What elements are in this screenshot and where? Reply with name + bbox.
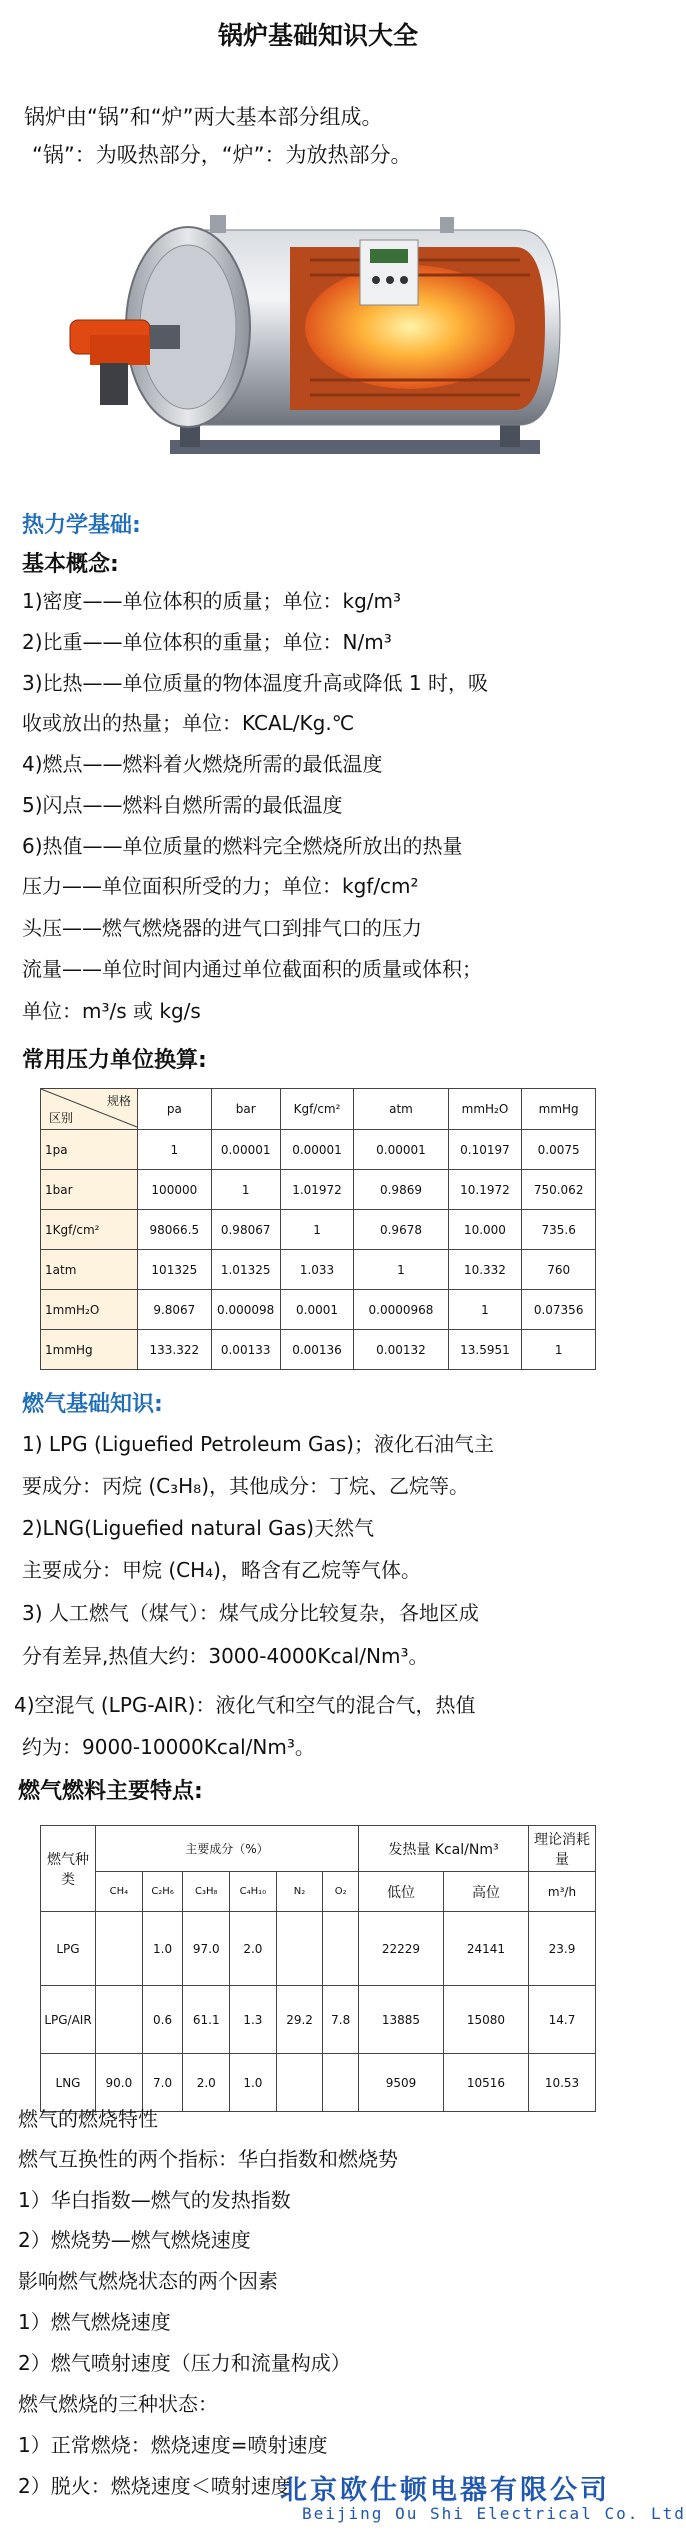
table-cell: 0.9678 — [354, 1210, 448, 1250]
thermo-line: 流量——单位时间内通过单位截面积的质量或体积； — [22, 957, 482, 981]
table-cell: 0.000098 — [211, 1290, 280, 1330]
table-row — [41, 1250, 596, 1290]
table-cell: 9509 — [358, 2054, 443, 2112]
table-cell: 1.01325 — [211, 1250, 280, 1290]
thermo-heading: 热力学基础: — [22, 513, 141, 538]
fuel-sub-header: O₂ — [323, 1872, 359, 1912]
pressure-corner — [41, 1089, 138, 1130]
gas-line: 3) 人工燃气（煤气）：煤气成分比较复杂，各地区成 — [22, 1601, 479, 1625]
fuel-sub-header: N₂ — [276, 1872, 323, 1912]
table-cell: 101325 — [138, 1250, 212, 1290]
pressure-header: bar — [211, 1089, 280, 1130]
thermo-subheading: 基本概念: — [22, 552, 119, 577]
pressure-corner-top: 规格 — [106, 1094, 131, 1108]
table-cell: 0.0000968 — [354, 1290, 448, 1330]
table-cell: 10.1972 — [448, 1170, 522, 1210]
intro-line-1: 锅炉由“锅”和“炉”两大基本部分组成。 — [24, 105, 383, 129]
thermo-line: 收或放出的热量；单位：KCAL/Kg.℃ — [22, 711, 355, 735]
thermo-line: 5)闪点——燃料自燃所需的最低温度 — [22, 793, 343, 817]
row-label: 1mmH₂O — [41, 1290, 138, 1330]
gas-line: 4)空混气 (LPG-AIR)：液化气和空气的混合气，热值 — [14, 1693, 476, 1717]
intro-line-2: “锅”：为吸热部分，“炉”：为放热部分。 — [32, 143, 412, 167]
row-label: 1mmHg — [41, 1330, 138, 1370]
table-row — [41, 1986, 596, 2054]
table-cell: 1.0 — [230, 2054, 277, 2112]
fuel-heading: 燃气燃料主要特点: — [18, 1779, 203, 1804]
table-cell: 1 — [211, 1170, 280, 1210]
table-cell: 97.0 — [183, 1912, 230, 1986]
table-cell: 1 — [354, 1250, 448, 1290]
table-cell: 7.8 — [323, 1986, 359, 2054]
table-cell — [323, 2054, 359, 2112]
table-cell: 0.00136 — [280, 1330, 354, 1370]
table-cell — [276, 2054, 323, 2112]
table-cell: 0.00001 — [354, 1130, 448, 1170]
pressure-header: pa — [138, 1089, 212, 1130]
combustion-line: 2）燃烧势—燃气燃烧速度 — [18, 2228, 251, 2252]
table-row — [41, 1330, 596, 1370]
table-cell: 90.0 — [96, 2054, 143, 2112]
table-cell: 13.5951 — [448, 1330, 522, 1370]
table-cell: 1 — [138, 1130, 212, 1170]
table-row — [41, 1170, 596, 1210]
table-cell: 10.53 — [529, 2054, 596, 2112]
table-cell: 100000 — [138, 1170, 212, 1210]
fuel-sub-header: 低位 — [358, 1872, 443, 1912]
table-cell: 750.062 — [522, 1170, 596, 1210]
fuel-sub-header: C₄H₁₀ — [230, 1872, 277, 1912]
table-row — [41, 1912, 596, 1986]
row-label: 1atm — [41, 1250, 138, 1290]
table-cell: 0.10197 — [448, 1130, 522, 1170]
combustion-line: 1）华白指数—燃气的发热指数 — [18, 2188, 291, 2212]
table-cell: 10516 — [443, 2054, 528, 2112]
page-title: 锅炉基础知识大全 — [217, 21, 418, 50]
gas-line: 分有差异,热值大约：3000-4000Kcal/Nm³。 — [22, 1644, 429, 1668]
pressure-header: mmHg — [522, 1089, 596, 1130]
table-cell: 7.0 — [142, 2054, 183, 2112]
table-cell: 2.0 — [183, 2054, 230, 2112]
table-cell: 1 — [448, 1290, 522, 1330]
table-row — [41, 1210, 596, 1250]
table-cell — [276, 1912, 323, 1986]
combustion-line: 燃气燃烧的三种状态： — [18, 2392, 218, 2416]
fuel-sub-header: m³/h — [529, 1872, 596, 1912]
table-row — [41, 1290, 596, 1330]
gas-heading: 燃气基础知识: — [22, 1392, 163, 1417]
row-label: 1pa — [41, 1130, 138, 1170]
fuel-col-type: 燃气种类 — [41, 1826, 96, 1912]
table-cell: 9.8067 — [138, 1290, 212, 1330]
fuel-sub-header: CH₄ — [96, 1872, 143, 1912]
pressure-corner-bottom: 区别 — [49, 1111, 74, 1125]
company-name-en: Beijing Ou Shi Electrical Co. Ltd — [302, 2504, 686, 2523]
table-cell: 0.00001 — [211, 1130, 280, 1170]
combustion-line: 燃气的燃烧特性 — [18, 2107, 158, 2131]
table-cell: 15080 — [443, 1986, 528, 2054]
row-label: 1bar — [41, 1170, 138, 1210]
table-cell: 24141 — [443, 1912, 528, 1986]
gas-line: 要成分：丙烷 (C₃H₈)，其他成分：丁烷、乙烷等。 — [22, 1474, 470, 1498]
table-cell: 61.1 — [183, 1986, 230, 2054]
table-cell: 23.9 — [529, 1912, 596, 1986]
table-cell: 1.0 — [142, 1912, 183, 1986]
fuel-col-air: 理论消耗量 — [529, 1826, 596, 1872]
table-cell: 0.00132 — [354, 1330, 448, 1370]
pressure-header: atm — [354, 1089, 448, 1130]
table-cell: 1.01972 — [280, 1170, 354, 1210]
table-cell: 14.7 — [529, 1986, 596, 2054]
fuel-col-heat: 发热量 Kcal/Nm³ — [358, 1826, 528, 1872]
table-cell: 0.00133 — [211, 1330, 280, 1370]
fuel-sub-header: C₃H₈ — [183, 1872, 230, 1912]
thermo-line: 1)密度——单位体积的质量；单位：kg/m³ — [22, 589, 402, 613]
combustion-line: 2）燃气喷射速度（压力和流量构成） — [18, 2351, 351, 2375]
thermo-line: 2)比重——单位体积的重量；单位：N/m³ — [22, 630, 392, 654]
gas-line: 2)LNG(Liguefied natural Gas)天然气 — [22, 1516, 375, 1540]
table-cell — [96, 1912, 143, 1986]
company-logo — [270, 2468, 686, 2534]
thermo-line: 头压——燃气燃烧器的进气口到排气口的压力 — [22, 916, 422, 940]
intro — [24, 98, 412, 174]
table-cell: 1.033 — [280, 1250, 354, 1290]
table-cell: 1 — [522, 1330, 596, 1370]
pressure-header: Kgf/cm² — [280, 1089, 354, 1130]
pressure-header: mmH₂O — [448, 1089, 522, 1130]
table-cell: 735.6 — [522, 1210, 596, 1250]
table-cell: 0.9869 — [354, 1170, 448, 1210]
thermo-line: 6)热值——单位质量的燃料完全燃烧所放出的热量 — [22, 834, 463, 858]
fuel-name: LNG — [41, 2054, 96, 2112]
pressure-table — [40, 1088, 596, 1370]
table-cell: 1.3 — [230, 1986, 277, 2054]
combustion-line: 燃气互换性的两个指标：华白指数和燃烧势 — [18, 2147, 398, 2171]
combustion-line: 1）正常燃烧：燃烧速度=喷射速度 — [18, 2433, 328, 2457]
boiler-illustration — [60, 185, 570, 480]
table-cell: 22229 — [358, 1912, 443, 1986]
table-cell: 0.07356 — [522, 1290, 596, 1330]
table-row — [41, 1130, 596, 1170]
fuel-name: LPG/AIR — [41, 1986, 96, 2054]
combustion-line: 2）脱火：燃烧速度＜喷射速度 — [18, 2474, 291, 2498]
combustion-line: 影响燃气燃烧状态的两个因素 — [18, 2269, 278, 2293]
thermo-line: 4)燃点——燃料着火燃烧所需的最低温度 — [22, 752, 383, 776]
fuel-col-main: 主要成分（%） — [96, 1826, 359, 1872]
fuel-name: LPG — [41, 1912, 96, 1986]
company-name-cn: 北京欧仕顿电器有限公司 — [280, 2475, 610, 2506]
table-cell — [323, 1912, 359, 1986]
row-label: 1Kgf/cm² — [41, 1210, 138, 1250]
thermo-line: 单位：m³/s 或 kg/s — [22, 999, 201, 1023]
table-cell: 2.0 — [230, 1912, 277, 1986]
thermo-line: 3)比热——单位质量的物体温度升高或降低 1 时，吸 — [22, 671, 488, 695]
table-cell: 29.2 — [276, 1986, 323, 2054]
table-cell: 133.322 — [138, 1330, 212, 1370]
table-cell: 10.000 — [448, 1210, 522, 1250]
fuel-sub-header: 高位 — [443, 1872, 528, 1912]
table-cell: 0.0075 — [522, 1130, 596, 1170]
fuel-sub-header: C₂H₆ — [142, 1872, 183, 1912]
fuel-table — [40, 1825, 596, 2112]
table-cell: 13885 — [358, 1986, 443, 2054]
thermo-line: 压力——单位面积所受的力；单位：kgf/cm² — [22, 874, 419, 898]
combustion-line: 1）燃气燃烧速度 — [18, 2310, 171, 2334]
table-cell: 760 — [522, 1250, 596, 1290]
gas-line: 约为：9000-10000Kcal/Nm³。 — [22, 1735, 315, 1759]
table-cell: 0.00001 — [280, 1130, 354, 1170]
table-cell: 0.6 — [142, 1986, 183, 2054]
table-cell: 10.332 — [448, 1250, 522, 1290]
table-cell: 1 — [280, 1210, 354, 1250]
table-cell: 0.0001 — [280, 1290, 354, 1330]
gas-line: 主要成分：甲烷 (CH₄)，略含有乙烷等气体。 — [22, 1558, 421, 1582]
table-cell: 98066.5 — [138, 1210, 212, 1250]
table-cell: 0.98067 — [211, 1210, 280, 1250]
gas-line: 1) LPG (Liguefied Petroleum Gas)；液化石油气主 — [22, 1432, 494, 1456]
pressure-heading: 常用压力单位换算: — [22, 1048, 207, 1073]
table-cell — [96, 1986, 143, 2054]
